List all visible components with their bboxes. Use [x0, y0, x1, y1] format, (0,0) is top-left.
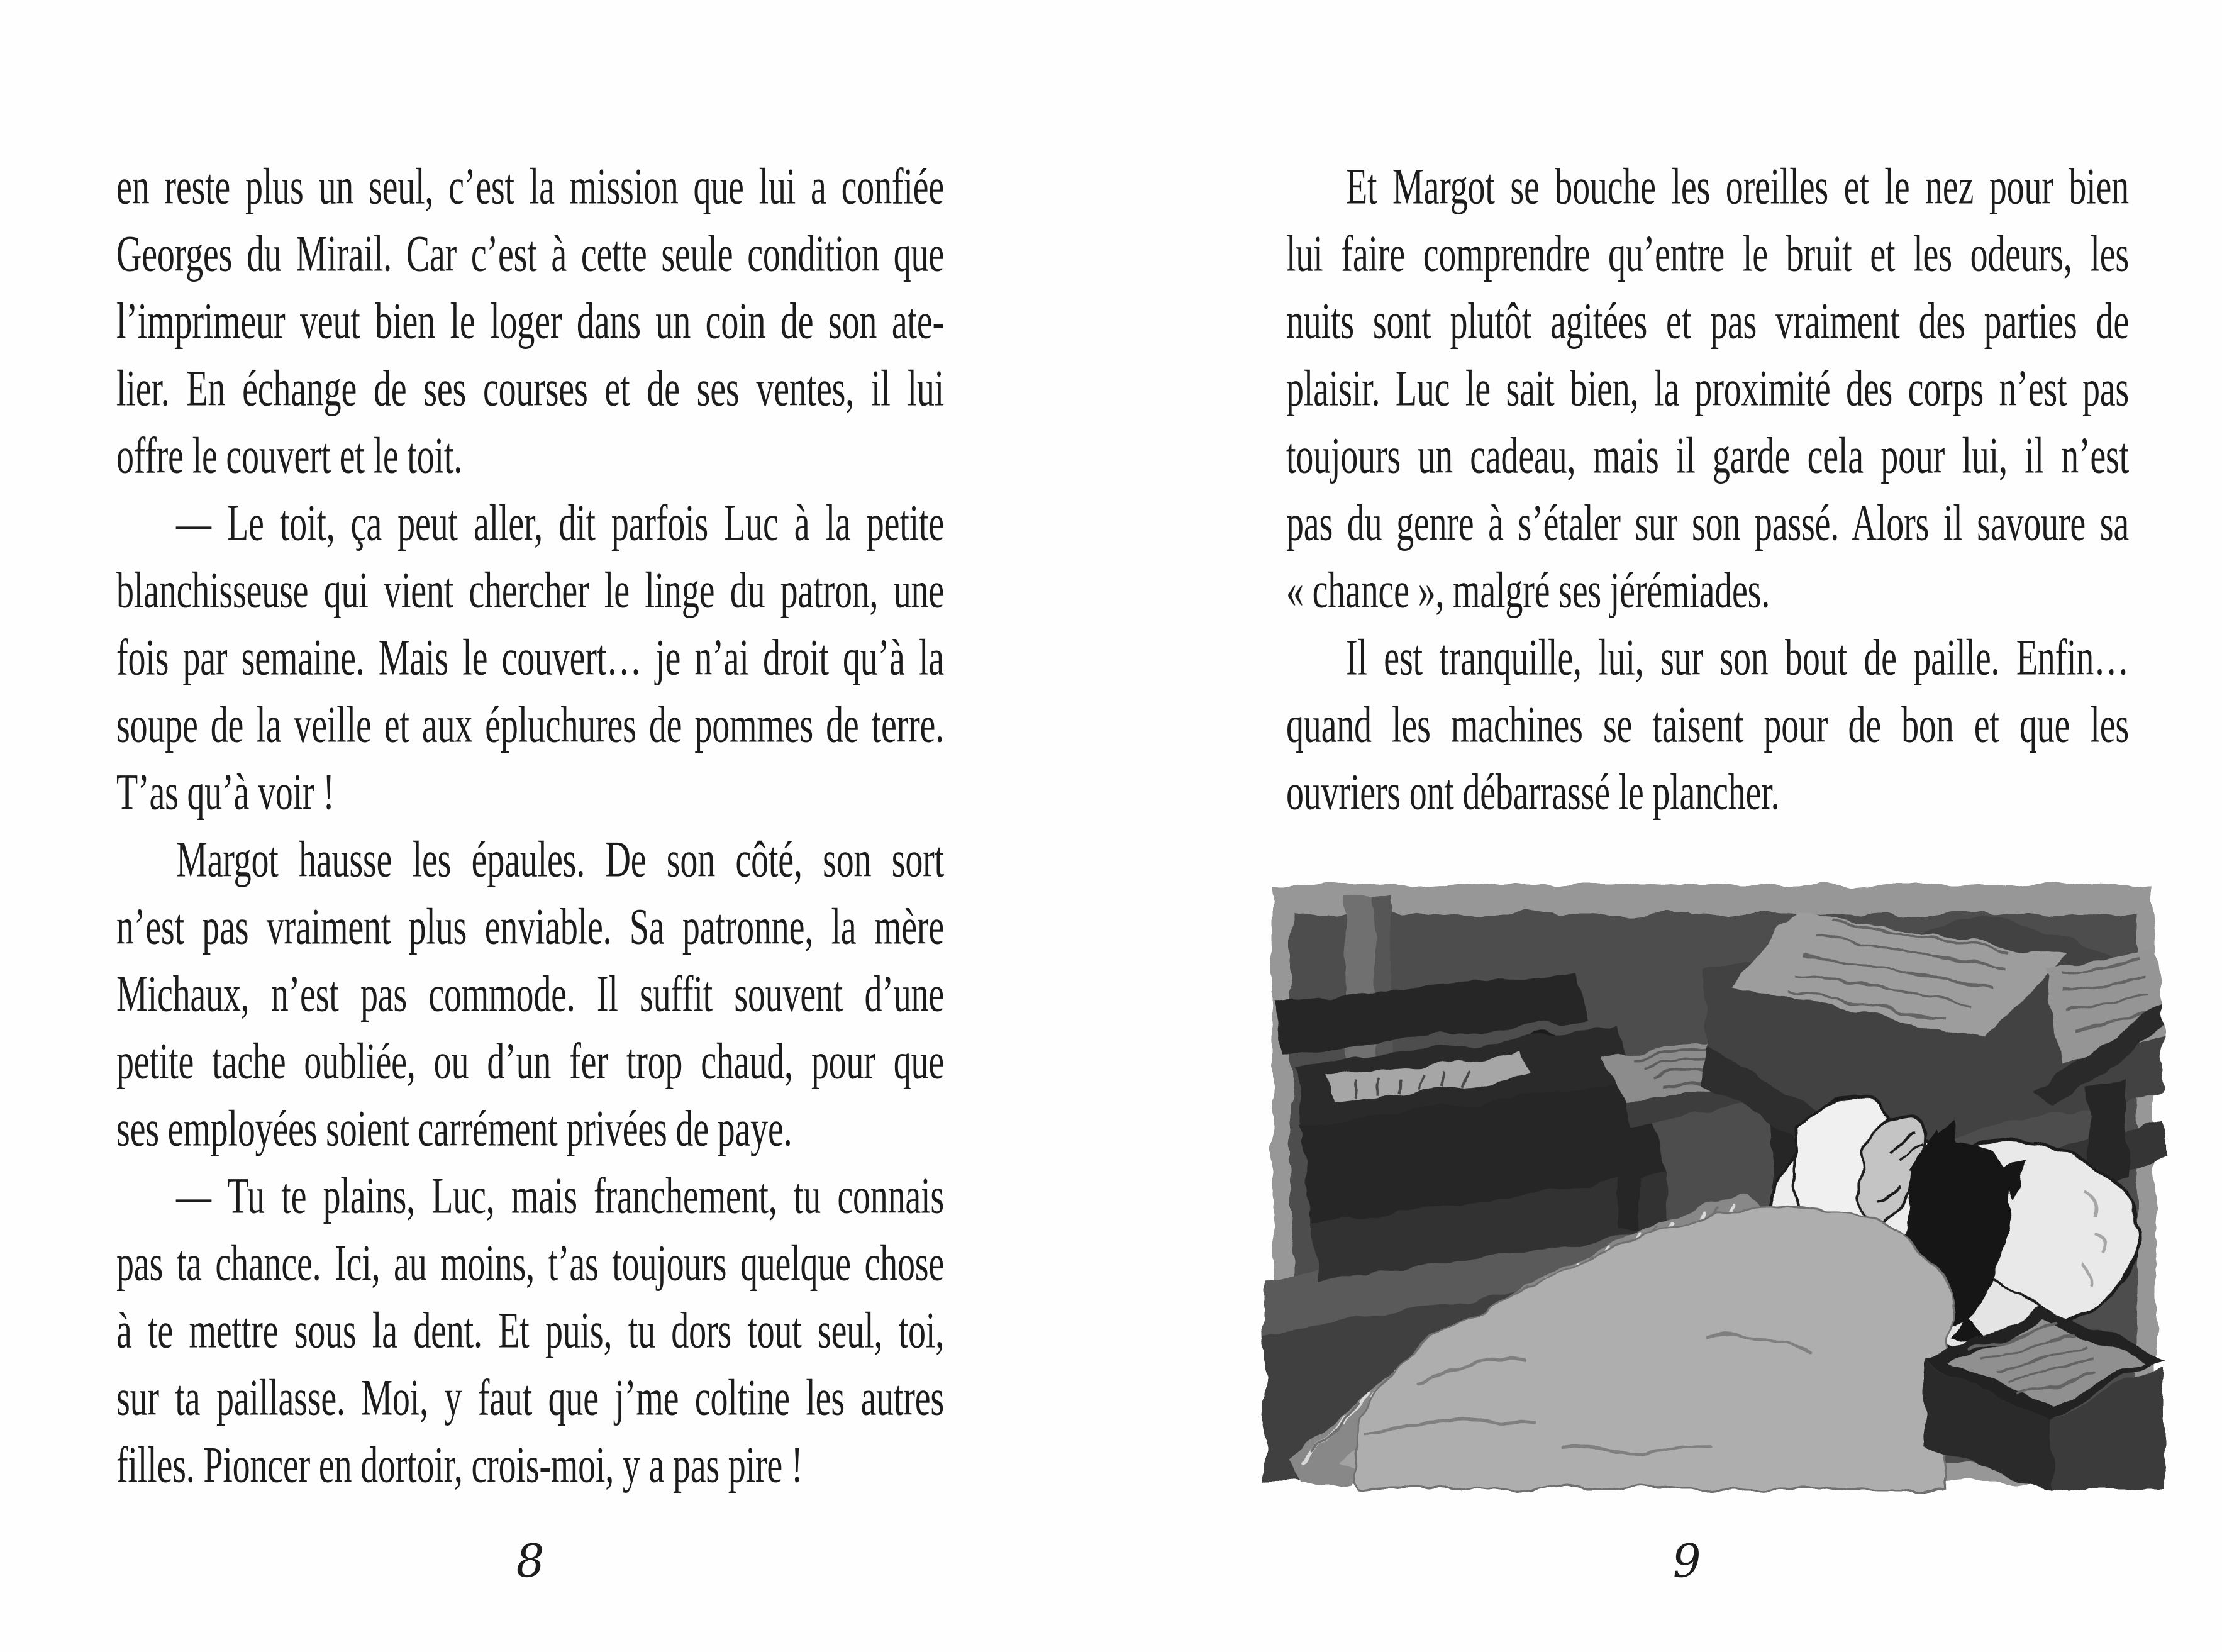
text-line: lier. En échange de ses courses et de ses ventes, il lui [116, 360, 944, 418]
right-text-column [1286, 155, 2129, 828]
text-line: T’as qu’à voir ! [116, 764, 335, 821]
left-text-column [116, 155, 944, 1501]
text-line: l’imprimeur veut bien le loger dans un coin de son ate- [116, 293, 944, 350]
text-line: Margot hausse les épaules. De son côté, son sort [176, 831, 944, 889]
text-line: lui faire comprendre qu’entre le bruit et les odeurs, les [1286, 226, 2129, 283]
text-line: fois par semaine. Mais le couvert… je n’ai droit qu’à la [116, 629, 944, 687]
text-line: pas ta chance. Ici, au moins, t’as toujours quelque chose [116, 1235, 944, 1292]
text-line: ses employées soient carrément privées de paye. [116, 1100, 792, 1158]
text-line: quand les machines se taisent pour de bon et que les [1286, 697, 2129, 754]
text-line: pas du genre à s’étaler sur son passé. Alors il savoure sa [1286, 495, 2129, 552]
text-line: Georges du Mirail. Car c’est à cette seule condition que [116, 226, 944, 283]
text-line: plaisir. Luc le sait bien, la proximité des corps n’est pas [1286, 360, 2129, 418]
text-line: à te mettre sous la dent. Et puis, tu dors tout seul, toi, [116, 1302, 944, 1360]
text-line: ouvriers ont débarrassé le plancher. [1286, 764, 1780, 821]
right-page-number: 9 [1671, 1534, 1703, 1588]
sleeping-in-print-shop-illustration [1264, 879, 2164, 1489]
text-line: petite tache oubliée, ou d’un fer trop chaud, pour que [116, 1033, 944, 1090]
text-line: nuits sont plutôt agitées et pas vraiment des parties de [1286, 293, 2129, 350]
left-page-number: 8 [514, 1534, 546, 1588]
text-line: Il est tranquille, lui, sur son bout de paille. Enfin… [1346, 629, 2129, 687]
text-line: en reste plus un seul, c’est la mission que lui a confiée [116, 158, 944, 216]
illustration [1264, 879, 2164, 1489]
text-line: sur ta paillasse. Moi, y faut que j’me coltine les autres [116, 1370, 944, 1427]
text-line: toujours un cadeau, mais il garde cela pour lui, il n’est [1286, 428, 2129, 485]
text-line: — Tu te plains, Luc, mais franchement, tu connais [176, 1168, 944, 1225]
text-line: « chance », malgré ses jérémiades. [1286, 562, 1770, 619]
text-line: Et Margot se bouche les oreilles et le nez pour bien [1346, 158, 2129, 216]
text-line: blanchisseuse qui vient chercher le linge du patron, une [116, 562, 944, 619]
text-line: soupe de la veille et aux épluchures de pommes de terre. [116, 697, 944, 754]
text-line: — Le toit, ça peut aller, dit parfois Luc à la petite [176, 495, 944, 552]
text-line: offre le couvert et le toit. [116, 428, 463, 485]
text-line: Michaux, n’est pas commode. Il suffit souvent d’une [116, 966, 944, 1023]
text-line: filles. Pioncer en dortoir, crois-moi, y a pas pire ! [116, 1437, 803, 1494]
text-line: n’est pas vraiment plus enviable. Sa patronne, la mère [116, 899, 944, 956]
